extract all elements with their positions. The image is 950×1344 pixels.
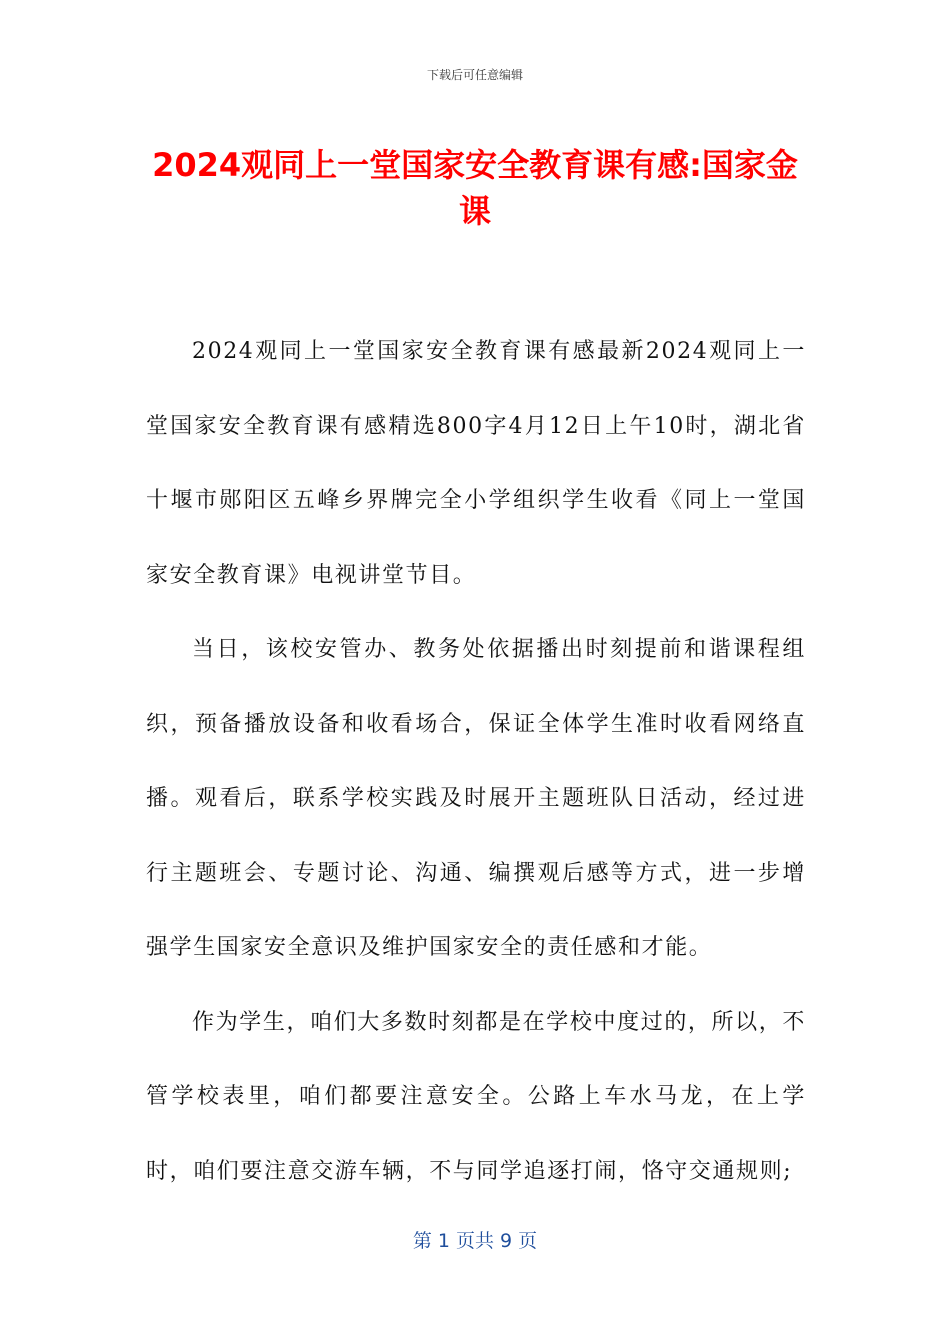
page-footer: 第 1 页共 9 页 [412,1230,538,1252]
paragraph-2: 当日，该校安管办、教务处依据播出时刻提前和谐课程组织，预备播放设备和收看场合，保证全体学生准时收看网络直播。观看后，联系学校实践及时展开主题班队日活动，经过进行主题班会、专题讨论、沟通、编撰观后感等方式，进一步增强学生国家安全意识及维护国家安全的责任感和才能。 [146,637,806,960]
header-note: 下载后可任意编辑 [426,68,523,82]
document-title: 2024观同上一堂国家安全教育课有感:国家金课 [152,146,798,230]
paragraph-1: 2024观同上一堂国家安全教育课有感最新2024观同上一堂国家安全教育课有感精选800字4月12日上午10时，湖北省十堰市郧阳区五峰乡界牌完全小学组织学生收看《同上一堂国家安全教育课》电视讲堂节目。 [146,339,806,588]
document-body [146,315,806,1209]
paragraph-3: 作为学生，咱们大多数时刻都是在学校中度过的，所以，不管学校表里，咱们都要注意安全。公路上车水马龙，在上学时，咱们要注意交游车辆，不与同学追逐打闹，恪守交通规则; [146,1009,806,1184]
